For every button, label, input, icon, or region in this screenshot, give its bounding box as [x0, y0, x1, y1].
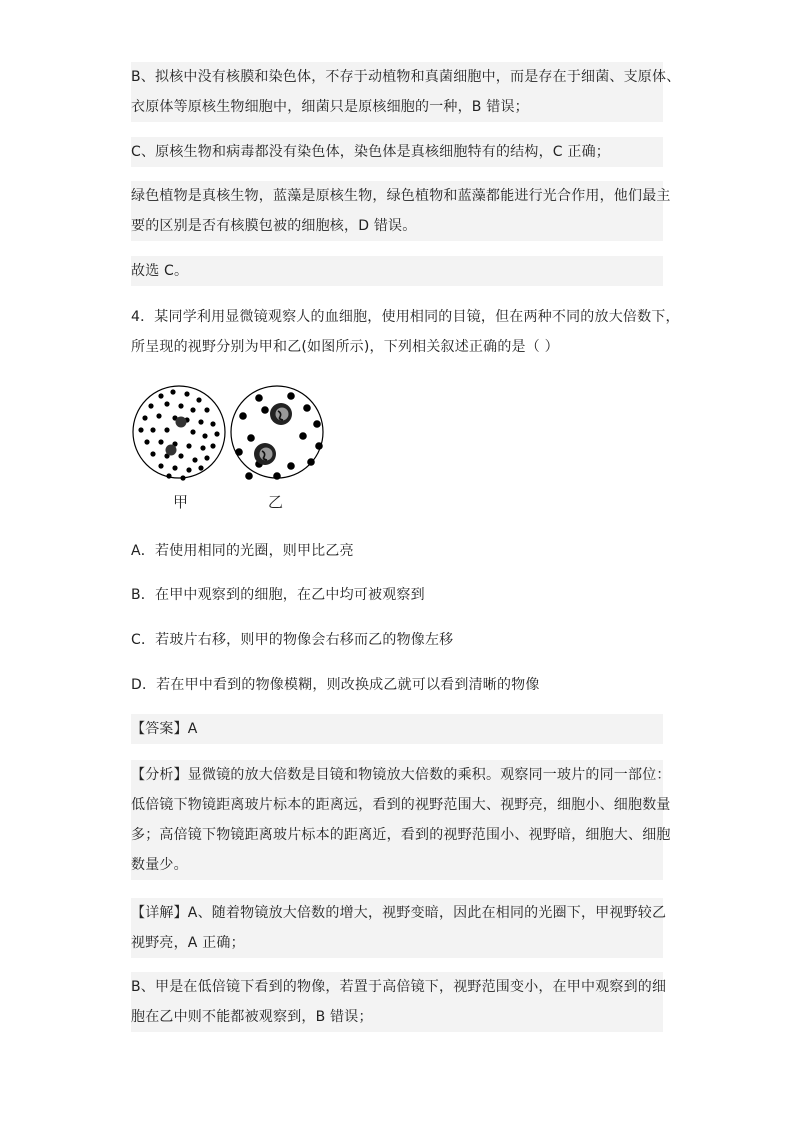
cell-dot	[313, 420, 321, 428]
cell-dot	[142, 415, 147, 420]
cell-dot	[158, 439, 163, 444]
text-line: 4．某同学利用显微镜观察人的血细胞，使用相同的目镜，但在两种不同的放大倍数下，	[131, 309, 680, 325]
text-line: 要的区别是否有核膜包被的细胞核，D 错误。	[131, 218, 417, 234]
option-a	[131, 536, 663, 566]
cell-dot	[214, 431, 219, 436]
option-d	[131, 670, 663, 700]
cell-dot	[190, 429, 195, 434]
cell-dot	[184, 391, 189, 396]
white-cell	[166, 445, 177, 456]
cell-dot	[261, 406, 269, 414]
cell-dot	[239, 412, 247, 420]
prev-conclusion	[131, 256, 663, 286]
cell-dot	[247, 434, 255, 442]
microscope-fields-figure	[131, 380, 331, 520]
text-line: 所呈现的视野分别为甲和乙(如图所示)，下列相关叙述正确的是（ ）	[131, 339, 559, 355]
text-line: B、拟核中没有核膜和染色体，不存于动植物和真菌细胞中，而是存在于细菌、支原体、	[131, 69, 681, 85]
cell-dot	[210, 421, 215, 426]
cell-dot	[156, 413, 161, 418]
detail-b	[131, 972, 667, 1032]
white-cell	[176, 417, 187, 428]
cell-dot	[204, 407, 209, 412]
text-line: B．在甲中观察到的细胞，在乙中均可被观察到	[131, 587, 425, 603]
text-line: C．若玻片右移，则甲的物像会右移而乙的物像左移	[131, 632, 454, 648]
field-high-power	[231, 386, 323, 480]
cell-dot	[315, 442, 323, 450]
cell-dot	[178, 403, 183, 408]
text-line: 衣原体等原核生物细胞中，细菌只是原核细胞的一种，B 错误；	[131, 99, 529, 115]
figure-label-yi: 乙	[268, 493, 284, 511]
cell-dot	[150, 427, 155, 432]
text-line: B、甲是在低倍镜下看到的物像，若置于高倍镜下，视野范围变小，在甲中观察到的细	[131, 979, 667, 995]
cell-dot	[299, 432, 307, 440]
cell-dot	[204, 455, 209, 460]
cell-dot	[255, 394, 263, 402]
cell-dot	[148, 403, 153, 408]
cell-dot	[196, 397, 201, 402]
text-line: C、原核生物和病毒都没有染色体，染色体是真核细胞特有的结构，C 正确；	[131, 144, 610, 160]
cell-dot	[198, 465, 203, 470]
cell-dot	[172, 465, 177, 470]
cell-dot	[150, 451, 155, 456]
cell-dot	[287, 462, 295, 470]
field-low-power	[133, 386, 225, 481]
text-line: 【分析】显微镜的放大倍数是目镜和物镜放大倍数的乘积。观察同一玻片的同一部位：	[131, 767, 671, 783]
prev-option-b	[131, 62, 681, 122]
text-line: 数量少。	[131, 857, 188, 873]
cell-dot	[273, 472, 281, 480]
cell-dot	[164, 427, 169, 432]
cell-dot	[190, 407, 195, 412]
option-b	[131, 580, 663, 610]
text-line: 胞在乙中则不能都被观察到，B 错误；	[131, 1009, 373, 1025]
cell-dot	[198, 419, 203, 424]
cell-dot	[180, 475, 185, 480]
text-line: 低倍镜下物镜距离玻片标本的距离远，看到的视野范围大、视野亮，细胞小、细胞数量	[131, 797, 671, 813]
detail-a	[131, 898, 667, 958]
cell-dot	[210, 443, 215, 448]
cell-dot	[287, 392, 295, 400]
cell-dot	[303, 404, 311, 412]
cell-dot	[245, 472, 253, 480]
cell-dot	[235, 448, 243, 456]
cell-dot	[178, 453, 183, 458]
cell-dot	[166, 473, 171, 478]
cell-dot	[186, 467, 191, 472]
prev-option-c	[131, 137, 663, 167]
answer	[131, 714, 663, 744]
cell-dot	[158, 393, 163, 398]
cell-dot	[138, 427, 143, 432]
cell-dot	[192, 457, 197, 462]
cell-dot	[164, 401, 169, 406]
text-line: 【答案】A	[131, 721, 198, 737]
text-line: 绿色植物是真核生物，蓝藻是原核生物，绿色植物和蓝藻都能进行光合作用，他们最主	[131, 188, 671, 204]
text-line: 视野亮，A 正确；	[131, 935, 245, 951]
option-c	[131, 625, 663, 655]
text-line: 【详解】A、随着物镜放大倍数的增大，视野变暗，因此在相同的光圈下，甲视野较乙	[131, 905, 667, 921]
field-circle-left	[133, 386, 225, 478]
question-stem	[131, 302, 680, 362]
cell-nucleus	[260, 448, 273, 461]
text-line: 故选 C。	[131, 263, 189, 279]
text-line: 多；高倍镜下物镜距离玻片标本的距离近，看到的视野范围小、视野暗，细胞大、细胞	[131, 827, 671, 843]
cell-nucleus	[276, 408, 289, 421]
cell-dot	[144, 439, 149, 444]
cell-dot	[186, 443, 191, 448]
text-line: A．若使用相同的光圈，则甲比乙亮	[131, 543, 354, 559]
text-line: D．若在甲中看到的物像模糊，则改换成乙就可以看到清晰的物像	[131, 677, 540, 693]
cell-dot	[158, 463, 163, 468]
cell-dot	[200, 445, 205, 450]
cell-dot	[202, 433, 207, 438]
cell-dot	[307, 458, 315, 466]
prev-option-d	[131, 181, 671, 241]
figure-label-jia: 甲	[173, 493, 189, 511]
cell-dot	[170, 389, 175, 394]
analysis	[131, 760, 671, 880]
